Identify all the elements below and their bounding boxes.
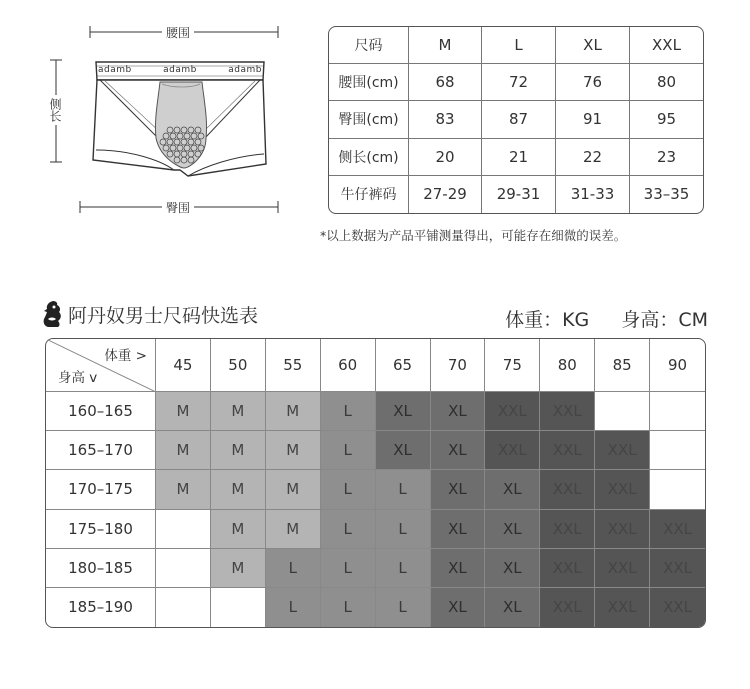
size-cell: XXL	[540, 510, 595, 549]
height-row-header: 160–165	[46, 392, 156, 431]
empty-size-cell	[156, 510, 211, 549]
size-cell: XL	[431, 510, 486, 549]
size-cell: XXL	[540, 588, 595, 627]
size-cell: M	[211, 510, 266, 549]
height-row-header: 165–170	[46, 431, 156, 470]
weight-column-header: 65	[376, 339, 431, 392]
weight-column-header: 60	[321, 339, 376, 392]
size-cell: L	[321, 588, 376, 627]
size-cell: XL	[431, 588, 486, 627]
measurement-value: 80	[630, 64, 703, 101]
size-cell: L	[376, 470, 431, 509]
corner-height-label: 身高 v	[58, 370, 98, 386]
size-cell: XXL	[540, 431, 595, 470]
weight-column-header: 55	[266, 339, 321, 392]
size-cell: M	[266, 470, 321, 509]
size-cell: M	[156, 431, 211, 470]
waistband-logo-text: adamb	[228, 65, 262, 75]
measurement-value: 27-29	[409, 176, 482, 213]
weight-column-header: 45	[156, 339, 211, 392]
measurement-value: 87	[482, 101, 556, 138]
measurement-value: 83	[409, 101, 482, 138]
size-cell: M	[266, 392, 321, 431]
measurement-value: 22	[556, 139, 630, 176]
size-cell: XL	[431, 431, 486, 470]
size-diagram	[0, 0, 300, 230]
weight-column-header: 90	[650, 339, 705, 392]
size-cell: L	[321, 549, 376, 588]
size-cell: L	[321, 470, 376, 509]
size-cell: M	[156, 392, 211, 431]
size-cell: M	[156, 470, 211, 509]
size-cell: M	[211, 431, 266, 470]
size-cell: M	[266, 510, 321, 549]
size-cell: XXL	[650, 588, 705, 627]
measurement-value: 91	[556, 101, 630, 138]
measurement-value: 20	[409, 139, 482, 176]
size-cell: XL	[485, 588, 540, 627]
measurement-value: 29-31	[482, 176, 556, 213]
size-cell: XXL	[595, 431, 650, 470]
height-unit-label: 身高：CM	[621, 309, 708, 331]
chooser-header	[40, 296, 258, 332]
size-cell: L	[266, 588, 321, 627]
size-cell: XL	[485, 470, 540, 509]
empty-size-cell	[650, 431, 705, 470]
size-column-header: L	[482, 27, 556, 64]
size-cell: XXL	[595, 549, 650, 588]
size-cell: XXL	[595, 510, 650, 549]
size-cell: L	[321, 510, 376, 549]
size-cell: XXL	[650, 549, 705, 588]
measurement-value: 33–35	[643, 185, 690, 204]
size-cell: M	[211, 470, 266, 509]
measurement-note: *以上数据为产品平铺测量得出，可能存在细微的误差。	[320, 228, 627, 243]
size-cell: XXL	[540, 549, 595, 588]
measurement-row-label: 侧长(cm)	[329, 139, 409, 176]
hip-label: 臀围	[162, 199, 194, 216]
size-cell: XL	[485, 510, 540, 549]
measurement-value: 72	[482, 64, 556, 101]
weight-column-header: 70	[431, 339, 486, 392]
empty-size-cell	[650, 392, 705, 431]
size-cell: XXL	[595, 470, 650, 509]
weight-column-header: 80	[540, 339, 595, 392]
waistband-logo-text: adamb	[163, 65, 197, 75]
empty-size-cell	[156, 549, 211, 588]
size-chooser-table	[45, 338, 706, 628]
waistband-logo	[98, 65, 262, 75]
empty-size-cell	[156, 588, 211, 627]
measurement-row-label: 腰围(cm)	[329, 64, 409, 101]
height-row-header: 180–185	[46, 549, 156, 588]
size-cell: L	[376, 588, 431, 627]
size-table-corner-header: 尺码	[329, 27, 409, 64]
size-cell: XXL	[485, 392, 540, 431]
size-column-header: XXL	[630, 27, 703, 64]
measurement-value: 31-33	[556, 176, 630, 213]
measurement-row-label: 牛仔裤码	[329, 176, 409, 213]
size-cell: M	[211, 549, 266, 588]
chooser-units	[495, 305, 708, 332]
weight-column-header: 75	[485, 339, 540, 392]
size-cell: XL	[431, 549, 486, 588]
size-column-header: M	[409, 27, 482, 64]
size-cell: XL	[431, 470, 486, 509]
measurement-row-label: 臀围(cm)	[329, 101, 409, 138]
size-cell: XL	[376, 392, 431, 431]
weight-unit-label: 体重：KG	[505, 309, 590, 331]
size-cell: XL	[376, 431, 431, 470]
size-column-header: XL	[556, 27, 630, 64]
size-cell: M	[266, 431, 321, 470]
measurement-value: 68	[409, 64, 482, 101]
size-cell: XXL	[485, 431, 540, 470]
size-cell: XXL	[540, 470, 595, 509]
measurement-value: 76	[556, 64, 630, 101]
side-label: 侧长	[49, 95, 63, 125]
size-cell: L	[321, 392, 376, 431]
empty-size-cell	[595, 392, 650, 431]
size-cell: M	[211, 392, 266, 431]
size-cell: L	[321, 431, 376, 470]
size-cell: XXL	[595, 588, 650, 627]
size-cell: L	[376, 549, 431, 588]
waist-label: 腰围	[162, 24, 194, 41]
empty-size-cell	[211, 588, 266, 627]
height-row-header: 175–180	[46, 510, 156, 549]
measurement-value: 21	[482, 139, 556, 176]
chooser-corner-header	[46, 339, 156, 392]
weight-column-header: 50	[211, 339, 266, 392]
briefs-illustration	[0, 0, 300, 230]
corner-weight-label: 体重 >	[104, 348, 147, 364]
size-measurement-table	[328, 26, 704, 214]
size-cell: XXL	[650, 510, 705, 549]
empty-size-cell	[650, 470, 705, 509]
height-row-header: 185–190	[46, 588, 156, 627]
size-cell: L	[266, 549, 321, 588]
size-cell: XL	[431, 392, 486, 431]
measurement-value: 23	[630, 139, 703, 176]
weight-column-header: 85	[595, 339, 650, 392]
size-cell: L	[376, 510, 431, 549]
height-row-header: 170–175	[46, 470, 156, 509]
brand-logo-icon	[40, 299, 64, 329]
waistband-logo-text: adamb	[98, 65, 132, 75]
size-cell: XL	[485, 549, 540, 588]
measurement-value: 95	[630, 101, 703, 138]
size-cell: XXL	[540, 392, 595, 431]
chooser-title: 阿丹奴男士尺码快选表	[68, 304, 259, 327]
